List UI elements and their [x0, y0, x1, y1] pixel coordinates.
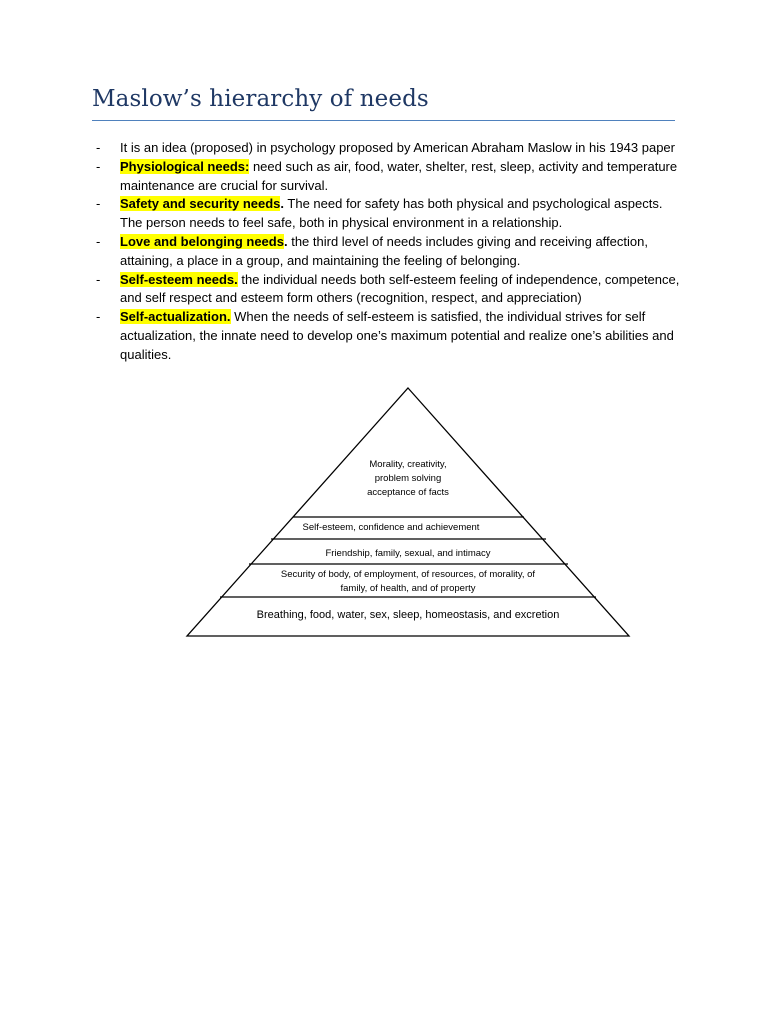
- pyramid-level-label: acceptance of facts: [367, 487, 449, 498]
- term-period: .: [283, 233, 288, 249]
- list-item: [96, 139, 681, 158]
- bullet-marker: -: [96, 140, 101, 155]
- pyramid-level-label: problem solving: [374, 473, 442, 484]
- highlighted-term: Love and belonging needs: [120, 233, 284, 249]
- bullet-text: need such as air, food, water, shelter, rest, sleep, activity and temperature maintenance are crucial for survival.: [120, 158, 678, 193]
- bullet-marker: -: [96, 158, 101, 174]
- pyramid-outline: [187, 388, 629, 636]
- page-title: Maslow’s hierarchy of needs: [92, 86, 429, 112]
- bullet-marker: -: [96, 309, 101, 325]
- list-item: [96, 271, 681, 309]
- list-item: [96, 158, 681, 196]
- pyramid-level-label: Breathing, food, water, sex, sleep, homeostasis, and excretion: [256, 609, 560, 621]
- pyramid-level-label: Friendship, family, sexual, and intimacy: [325, 548, 491, 559]
- highlighted-term: Self-actualization.: [120, 309, 231, 325]
- pyramid-level-label: Morality, creativity,: [369, 459, 447, 470]
- bullet-marker: -: [96, 196, 101, 212]
- pyramid-level-label: Self-esteem, confidence and achievement: [302, 522, 480, 533]
- term-period: .: [280, 196, 285, 212]
- needs-bullet-list: [96, 139, 681, 365]
- list-item: [96, 233, 681, 271]
- pyramid-level-label: family, of health, and of property: [340, 583, 476, 594]
- pyramid-level-label: Security of body, of employment, of resources, of morality, of: [280, 569, 536, 580]
- title-divider: [92, 120, 675, 121]
- bullet-marker: -: [96, 233, 101, 249]
- highlighted-term: Physiological needs:: [120, 158, 250, 174]
- list-item: [96, 308, 681, 364]
- maslow-pyramid-diagram: [180, 380, 636, 642]
- bullet-text: It is an idea (proposed) in psychology proposed by American Abraham Maslow in his 1943 paper: [120, 140, 675, 155]
- bullet-text: the third level of needs includes giving and receiving affection, attaining, a place in a group, and maintaining the feeling of belonging.: [120, 233, 648, 268]
- bullet-text: the individual needs both self-esteem feeling of independence, competence, and self respect and esteem form others (recognition, respect, and appreciation): [120, 271, 680, 306]
- highlighted-term: Self-esteem needs.: [120, 271, 238, 287]
- list-item: [96, 195, 681, 233]
- bullet-text: When the needs of self-esteem is satisfied, the individual strives for self actualization, the innate need to develop one’s maximum potential and realize one’s abilities and qualities.: [120, 309, 674, 362]
- bullet-text: The need for safety has both physical and psychological aspects. The person needs to feel safe, both in physical environment in a relationship.: [120, 196, 663, 231]
- highlighted-term: Safety and security needs: [120, 196, 281, 212]
- bullet-marker: -: [96, 271, 101, 287]
